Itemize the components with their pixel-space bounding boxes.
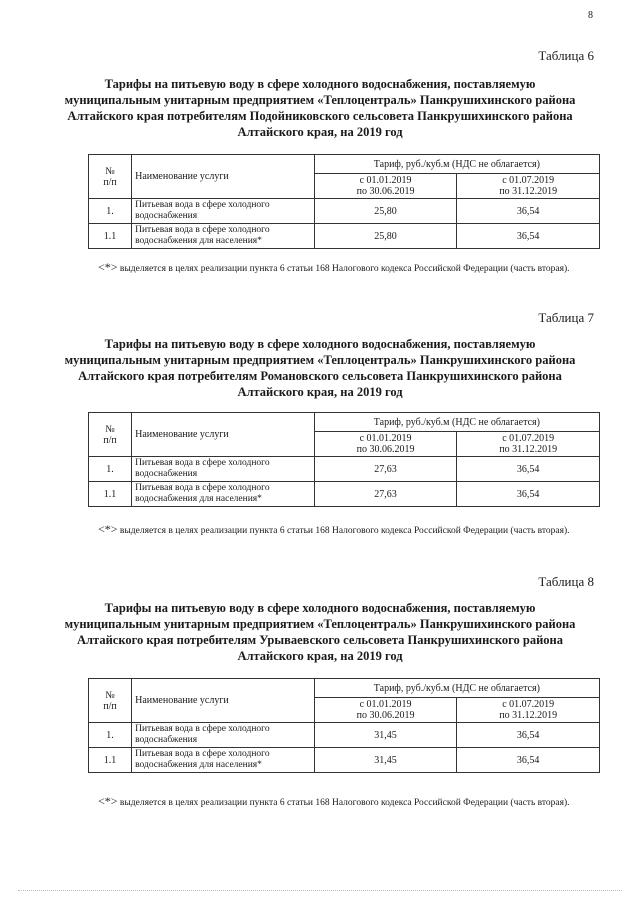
footnote-mark: <*>: [98, 794, 118, 808]
table-row: [89, 482, 600, 507]
row-tariff-period-2: 36,54: [457, 748, 600, 773]
table-title: Тарифы на питьевую воду в сфере холодного водоснабжения, поставляемую муниципальным унитарным предприятием «Теплоцентраль» Панкрушихинского района Алтайского края потребителям Романовского сельсовета Панкрушихинского района Алтайского края, на 2019 год: [64, 337, 576, 399]
row-service-name: Питьевая вода в сфере холодного водоснабжения: [132, 457, 315, 482]
col-header-number: № п/п: [89, 679, 132, 723]
table-header-row: [89, 413, 600, 432]
row-number: 1.1: [89, 748, 132, 773]
row-tariff-period-1: 25,80: [314, 199, 457, 224]
table-row: [89, 723, 600, 748]
col-header-period-1: с 01.01.2019 по 30.06.2019: [314, 698, 457, 723]
table-header-row: [89, 679, 600, 698]
tariff-table: [88, 412, 600, 507]
table-label: Таблица 8: [538, 574, 594, 589]
col-header-period-2: с 01.07.2019 по 31.12.2019: [457, 698, 600, 723]
page-number: 8: [588, 10, 593, 21]
col-header-tariff: Тариф, руб./куб.м (НДС не облагается): [314, 679, 599, 698]
row-number: 1.: [89, 199, 132, 224]
table-header-row: [89, 155, 600, 174]
footnote: [98, 260, 602, 277]
row-tariff-period-1: 31,45: [314, 748, 457, 773]
row-service-name: Питьевая вода в сфере холодного водоснабжения для населения*: [132, 482, 315, 507]
table-row: [89, 199, 600, 224]
row-tariff-period-1: 27,63: [314, 457, 457, 482]
footnote: [98, 522, 602, 539]
row-tariff-period-1: 31,45: [314, 723, 457, 748]
table-row: [89, 748, 600, 773]
row-service-name: Питьевая вода в сфере холодного водоснабжения: [132, 723, 315, 748]
page-bottom-rule: [18, 890, 622, 891]
table-title: Тарифы на питьевую воду в сфере холодного водоснабжения, поставляемую муниципальным унитарным предприятием «Теплоцентраль» Панкрушихинского района Алтайского края потребителям Подойниковского сельсовета Панкрушихинского района Алтайского края, на 2019 год: [64, 77, 576, 139]
row-service-name: Питьевая вода в сфере холодного водоснабжения для населения*: [132, 224, 315, 249]
row-number: 1.1: [89, 482, 132, 507]
table-row: [89, 457, 600, 482]
col-header-number: № п/п: [89, 155, 132, 199]
col-header-service: Наименование услуги: [132, 679, 315, 723]
col-header-period-1: с 01.01.2019 по 30.06.2019: [314, 174, 457, 199]
table-label: Таблица 7: [538, 310, 594, 325]
footnote-text: выделяется в целях реализации пункта 6 статьи 168 Налогового кодекса Российской Федерации (часть вторая).: [117, 798, 570, 808]
tariff-table: [88, 678, 600, 773]
row-number: 1.1: [89, 224, 132, 249]
table-title: Тарифы на питьевую воду в сфере холодного водоснабжения, поставляемую муниципальным унитарным предприятием «Теплоцентраль» Панкрушихинского района Алтайского края потребителям Урываевского сельсовета Панкрушихинского района Алтайского края, на 2019 год: [64, 601, 576, 663]
footnote-mark: <*>: [98, 522, 118, 536]
col-header-period-1: с 01.01.2019 по 30.06.2019: [314, 432, 457, 457]
row-tariff-period-2: 36,54: [457, 482, 600, 507]
row-number: 1.: [89, 457, 132, 482]
footnote: [98, 794, 602, 811]
row-tariff-period-2: 36,54: [457, 199, 600, 224]
col-header-tariff: Тариф, руб./куб.м (НДС не облагается): [314, 155, 599, 174]
row-service-name: Питьевая вода в сфере холодного водоснабжения: [132, 199, 315, 224]
row-tariff-period-1: 25,80: [314, 224, 457, 249]
table-row: [89, 224, 600, 249]
footnote-mark: <*>: [98, 260, 118, 274]
row-tariff-period-1: 27,63: [314, 482, 457, 507]
col-header-service: Наименование услуги: [132, 155, 315, 199]
col-header-service: Наименование услуги: [132, 413, 315, 457]
col-header-period-2: с 01.07.2019 по 31.12.2019: [457, 432, 600, 457]
col-header-number: № п/п: [89, 413, 132, 457]
tariff-table: [88, 154, 600, 249]
col-header-period-2: с 01.07.2019 по 31.12.2019: [457, 174, 600, 199]
row-service-name: Питьевая вода в сфере холодного водоснабжения для населения*: [132, 748, 315, 773]
col-header-tariff: Тариф, руб./куб.м (НДС не облагается): [314, 413, 599, 432]
row-tariff-period-2: 36,54: [457, 224, 600, 249]
footnote-text: выделяется в целях реализации пункта 6 статьи 168 Налогового кодекса Российской Федерации (часть вторая).: [117, 526, 570, 536]
row-tariff-period-2: 36,54: [457, 723, 600, 748]
table-label: Таблица 6: [538, 48, 594, 63]
row-tariff-period-2: 36,54: [457, 457, 600, 482]
footnote-text: выделяется в целях реализации пункта 6 статьи 168 Налогового кодекса Российской Федерации (часть вторая).: [117, 264, 570, 274]
row-number: 1.: [89, 723, 132, 748]
